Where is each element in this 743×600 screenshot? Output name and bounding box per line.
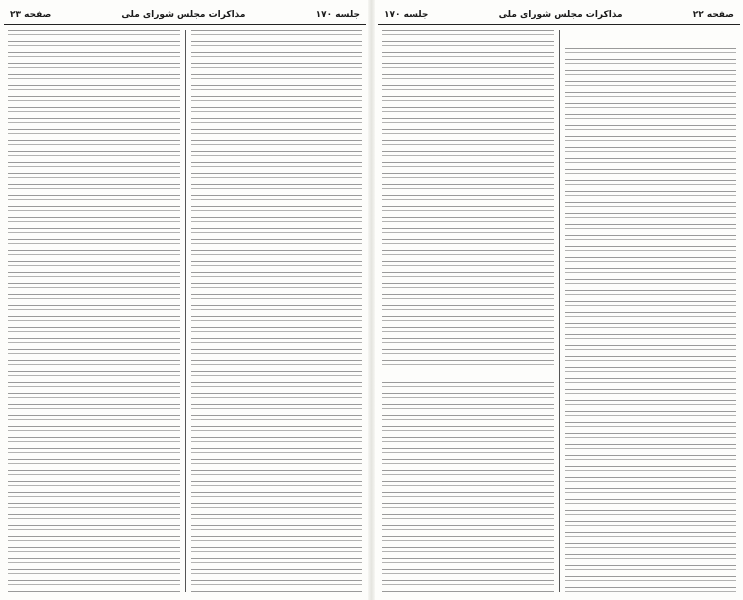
paragraph-lines <box>565 48 737 592</box>
paragraph-lines <box>382 30 554 592</box>
text-columns <box>8 30 362 592</box>
page-number: صفحه ۲۳ <box>10 10 52 20</box>
text-column <box>191 30 363 592</box>
text-columns <box>382 30 736 592</box>
book-gutter <box>368 0 375 600</box>
paragraph-break <box>382 368 554 382</box>
paragraph-lines <box>8 30 180 592</box>
page-header <box>4 6 366 25</box>
session-number: جلسه ۱۷۰ <box>315 10 360 20</box>
paragraph-lines <box>191 30 363 592</box>
page-number: صفحه ۲۲ <box>692 10 734 20</box>
text-column <box>8 30 180 592</box>
page-23 <box>4 6 366 596</box>
page-22 <box>378 6 740 596</box>
text-column <box>382 30 554 592</box>
column-divider <box>559 30 560 592</box>
column-divider <box>185 30 186 592</box>
journal-title: مذاکرات مجلس شورای ملی <box>498 10 623 20</box>
session-number: جلسه ۱۷۰ <box>384 10 429 20</box>
page-header <box>378 6 740 25</box>
text-column <box>565 30 737 592</box>
journal-title: مذاکرات مجلس شورای ملی <box>121 10 246 20</box>
